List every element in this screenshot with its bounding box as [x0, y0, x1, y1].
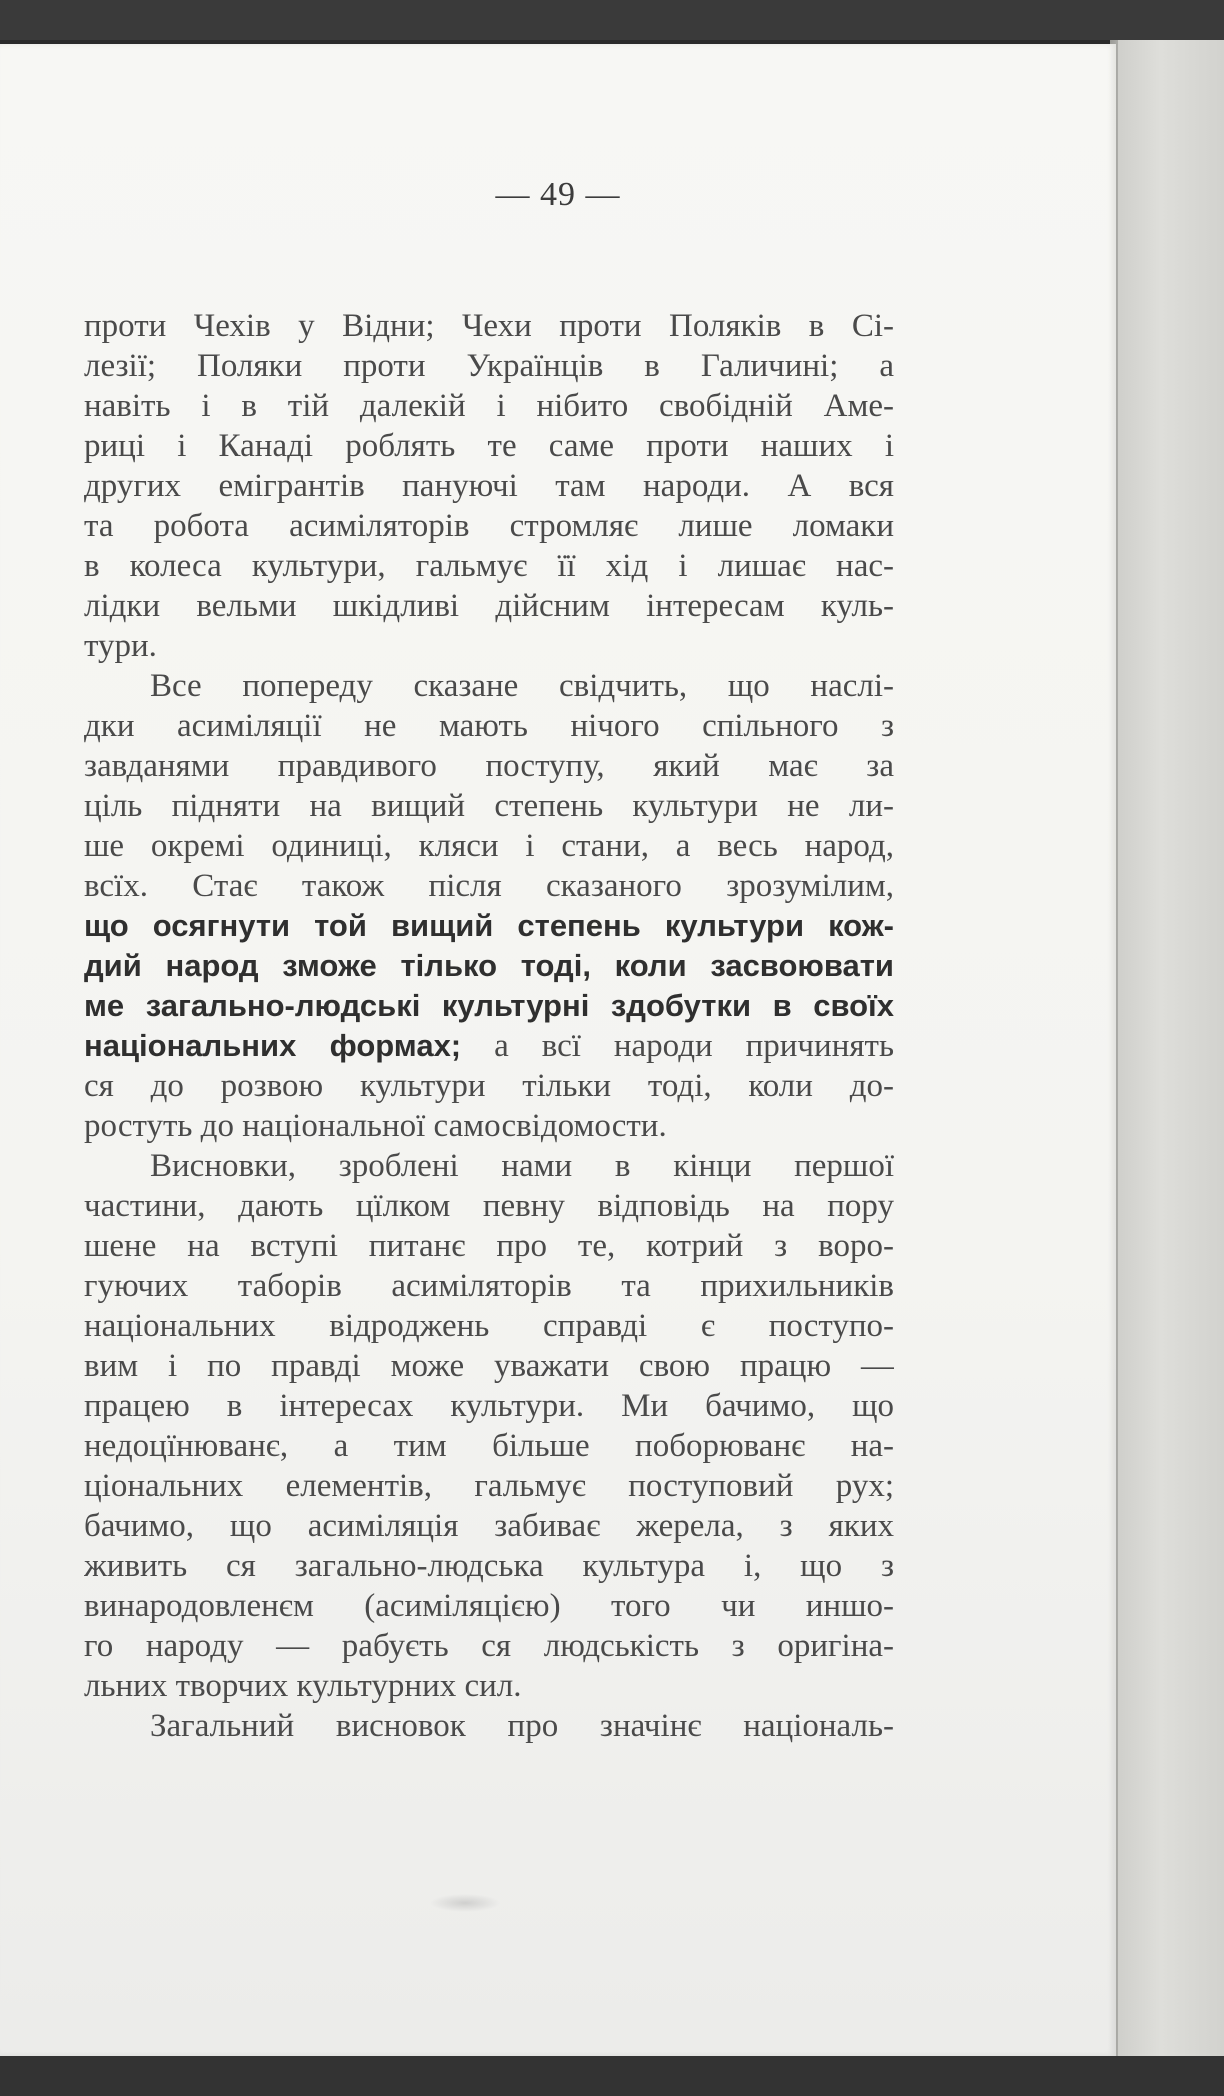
text-segment: в колеса культури, гальмує її хід і лишає нас-	[84, 548, 894, 584]
text-line	[84, 1506, 894, 1546]
text-line	[84, 706, 894, 746]
text-line	[84, 1266, 894, 1306]
text-segment: недоцїнюванє, а тим більше поборюванє на-	[84, 1428, 894, 1464]
text-segment: ціональних елементів, гальмує поступовий рух;	[84, 1468, 894, 1504]
text-line	[84, 1346, 894, 1386]
text-line	[84, 386, 894, 426]
text-segment: завданями правдивого поступу, який має за	[84, 748, 894, 784]
text-line	[84, 1426, 894, 1466]
emphasized-text: ме загально-людські культурні здобутки в своїх	[84, 988, 894, 1023]
text-segment: го народу — рабуєть ся людськість з оригіна-	[84, 1628, 894, 1664]
text-segment: ростуть до національної самосвідомости.	[84, 1108, 667, 1144]
emphasized-text: дий народ зможе тілько тоді, коли засвоювати	[84, 948, 894, 983]
text-line	[84, 466, 894, 506]
text-segment: риці і Канаді роблять те саме проти наших і	[84, 428, 894, 464]
text-segment: Загальний висновок про значінє національ-	[150, 1708, 894, 1744]
book-page	[0, 44, 1116, 2056]
text-segment: ше окремі одиниці, кляси і стани, а весь народ,	[84, 828, 894, 864]
text-line	[84, 1066, 894, 1106]
text-segment: частини, дають цїлком певну відповідь на пору	[84, 1188, 894, 1224]
emphasized-text: національних формах;	[84, 1028, 462, 1063]
text-line	[84, 1466, 894, 1506]
text-segment: лідки вельми шкідливі дійсним інтересам куль-	[84, 588, 894, 624]
text-line	[84, 1666, 894, 1706]
text-line	[84, 906, 894, 946]
text-line	[84, 746, 894, 786]
page-number: — 49 —	[495, 176, 621, 213]
text-line	[84, 346, 894, 386]
text-line	[84, 986, 894, 1026]
text-line	[84, 1306, 894, 1346]
text-line	[84, 1186, 894, 1226]
text-segment: винародовленєм (асиміляцією) того чи иншо-	[84, 1588, 894, 1624]
text-line	[84, 1146, 894, 1186]
text-line	[84, 426, 894, 466]
text-line	[84, 1106, 894, 1146]
text-line	[84, 506, 894, 546]
text-segment: живить ся загально-людська культура і, що з	[84, 1548, 894, 1584]
emphasized-text: що осягнути той вищий степень культури кож-	[84, 908, 894, 943]
text-segment: дки асиміляції не мають нічого спільного з	[84, 708, 894, 744]
text-segment: вим і по правді може уважати свою працю —	[84, 1348, 894, 1384]
text-line	[84, 1386, 894, 1426]
text-line	[84, 546, 894, 586]
text-segment: проти Чехів у Відни; Чехи проти Поляків в Сі-	[84, 308, 894, 344]
text-line	[84, 1546, 894, 1586]
text-segment: тури.	[84, 628, 157, 664]
text-segment: льних творчих культурних сил.	[84, 1668, 522, 1704]
text-line	[84, 1706, 894, 1746]
text-segment: національних відроджень справді є поступо-	[84, 1308, 894, 1344]
text-line	[84, 666, 894, 706]
text-segment: всїх. Стає також після сказаного зрозумілим,	[84, 868, 894, 904]
text-line	[84, 626, 894, 666]
text-segment: гуючих таборів асиміляторів та прихильників	[84, 1268, 894, 1304]
text-segment: бачимо, що асиміляція забиває жерела, з яких	[84, 1508, 894, 1544]
text-segment: працею в інтересах культури. Ми бачимо, що	[84, 1388, 894, 1424]
text-line	[84, 1626, 894, 1666]
text-segment: навіть і в тій далекій і нібито свобідній Аме-	[84, 388, 894, 424]
text-segment: лезії; Поляки проти Українців в Галичині; а	[84, 348, 894, 384]
paper-smudge	[430, 1894, 500, 1912]
text-line	[84, 786, 894, 826]
text-line	[84, 826, 894, 866]
text-segment: а всї народи причинять	[461, 1028, 894, 1064]
text-line	[84, 306, 894, 346]
scan-top-edge	[0, 0, 1224, 40]
text-segment: Все попереду сказане свідчить, що наслі-	[150, 668, 894, 704]
text-line	[84, 1226, 894, 1266]
text-line	[84, 946, 894, 986]
text-line	[84, 866, 894, 906]
adjacent-page-edge	[1118, 40, 1224, 2096]
text-line	[84, 586, 894, 626]
text-segment: та робота асиміляторів стромляє лише ломаки	[84, 508, 894, 544]
text-segment: ціль підняти на вищий степень культури не ли-	[84, 788, 894, 824]
text-segment: Висновки, зроблені нами в кінци першої	[150, 1148, 894, 1184]
text-segment: ся до розвою культури тільки тоді, коли до-	[84, 1068, 894, 1104]
text-line	[84, 1586, 894, 1626]
text-segment: других емігрантів пануючі там народи. А вся	[84, 468, 894, 504]
body-text	[84, 306, 894, 1746]
text-segment: шене на вступі питанє про те, котрий з воро-	[84, 1228, 894, 1264]
scan-bottom-edge	[0, 2056, 1224, 2096]
text-line	[84, 1026, 894, 1066]
